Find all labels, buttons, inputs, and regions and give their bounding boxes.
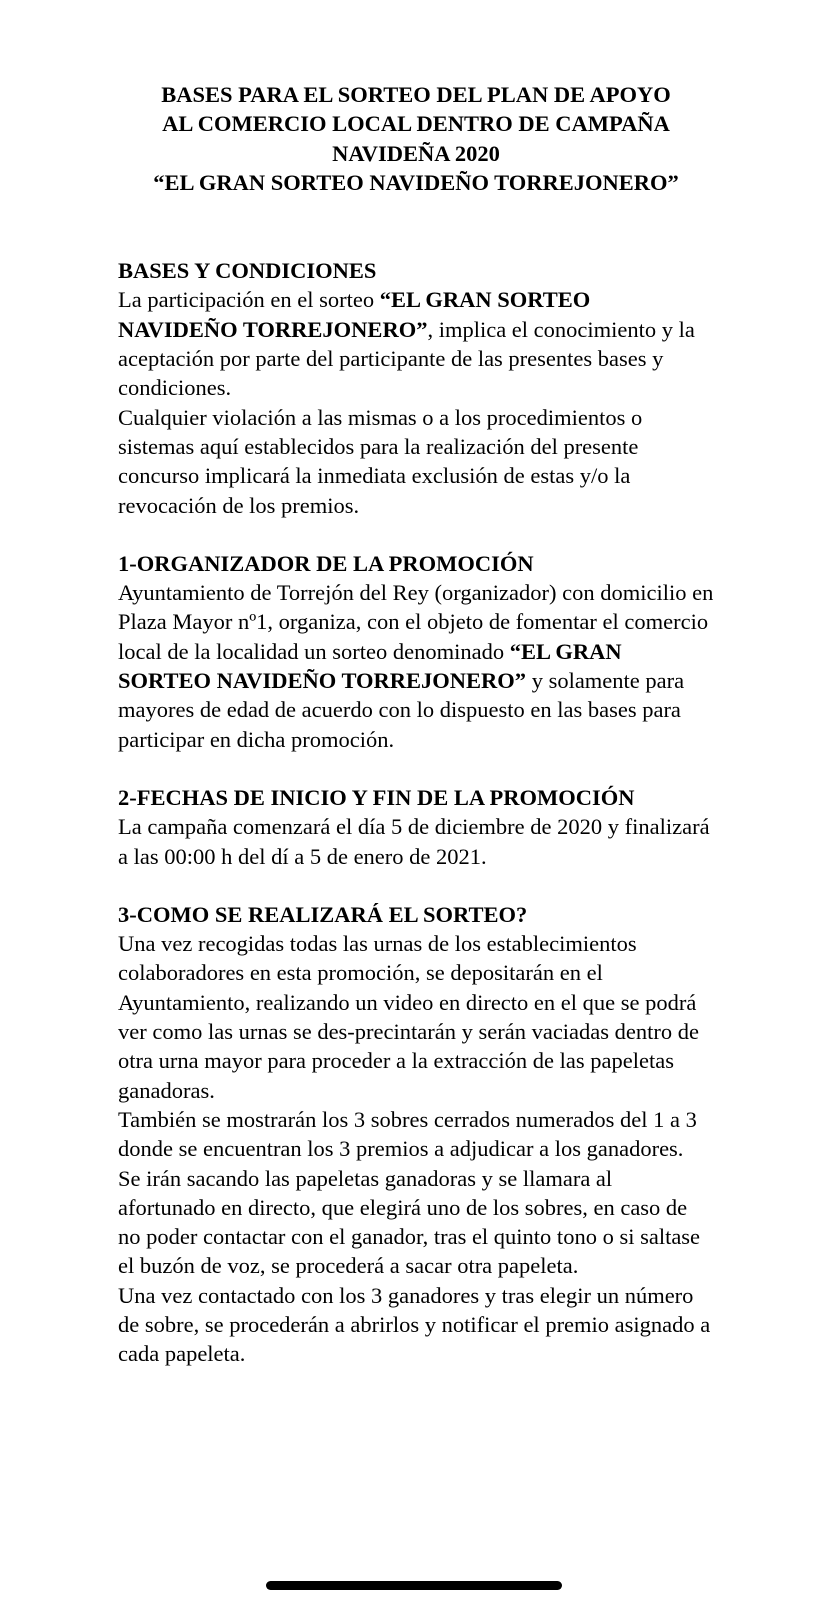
paragraph xyxy=(118,578,714,754)
text-run: La participación en el sorteo xyxy=(118,287,380,313)
title-line-3: NAVIDEÑA 2020 xyxy=(332,140,500,166)
paragraph: Una vez recogidas todas las urnas de los establecimientos colaboradores en esta promoción, se depositarán en el Ayuntamiento, realizando un video en directo en el que se podrá ver como las urnas se des-precintarán y serán vaciadas dentro de otra urna mayor para proceder a la extracción de las papeletas ganadoras. xyxy=(118,931,700,1103)
contest-name: “EL GRAN SORTEO NAVIDEÑO TORREJONERO” xyxy=(118,287,591,342)
home-indicator-bar[interactable] xyxy=(266,1581,562,1590)
document-title xyxy=(118,80,714,197)
title-line-2: AL COMERCIO LOCAL DENTRO DE CAMPAÑA xyxy=(162,111,670,137)
paragraph: Una vez contactado con los 3 ganadores y tras elegir un número de sobre, se procederán a abrirlos y notificar el premio asignado a cada papeleta. xyxy=(118,1282,711,1367)
paragraph: Se irán sacando las papeletas ganadoras y se llamara al afortunado en directo, que elegirá uno de los sobres, en caso de no poder contactar con el ganador, tras el quinto tono o si saltase el buzón de voz, se procederá a sacar otra papeleta. xyxy=(118,1165,701,1279)
section-bases xyxy=(118,256,714,520)
title-line-4: “EL GRAN SORTEO NAVIDEÑO TORREJONERO” xyxy=(153,169,679,195)
paragraph xyxy=(118,285,714,402)
paragraph: La campaña comenzará el día 5 de diciembre de 2020 y finalizará a las 00:00 h del dí a 5 de enero de 2021. xyxy=(118,814,710,869)
section-heading-organizer: 1-ORGANIZADOR DE LA PROMOCIÓN xyxy=(118,550,534,576)
text-run: , implica el conocimiento y la aceptación por parte del participante de las presentes bases y condiciones. xyxy=(118,316,695,401)
section-dates xyxy=(118,783,714,871)
paragraph: También se mostrarán los 3 sobres cerrados numerados del 1 a 3 donde se encuentran los 3 premios a adjudicar a los ganadores. xyxy=(118,1106,697,1162)
section-heading-bases: BASES Y CONDICIONES xyxy=(118,258,377,284)
section-heading-dates: 2-FECHAS DE INICIO Y FIN DE LA PROMOCIÓN xyxy=(118,784,635,810)
text-run: Ayuntamiento de Torrejón del Rey (organizador) con domicilio en Plaza Mayor nº1, organiza, con el objeto de fomentar el comercio local de la localidad un sorteo denominado xyxy=(118,580,714,664)
paragraph: Cualquier violación a las mismas o a los procedimientos o sistemas aquí establecidos para la realización del presente concurso implicará la inmediata exclusión de estas y/o la revocación de los premios. xyxy=(118,404,643,518)
title-line-1: BASES PARA EL SORTEO DEL PLAN DE APOYO xyxy=(161,82,671,107)
text-run: y solamente para mayores de edad de acuerdo con lo dispuesto en las bases para participar en dicha promoción. xyxy=(118,668,685,752)
contest-name: “EL GRAN SORTEO NAVIDEÑO TORREJONERO” xyxy=(118,638,622,694)
section-draw xyxy=(118,900,714,1369)
document-page xyxy=(118,80,714,1398)
section-organizer xyxy=(118,549,714,754)
section-heading-draw: 3-COMO SE REALIZARÁ EL SORTEO? xyxy=(118,901,528,927)
